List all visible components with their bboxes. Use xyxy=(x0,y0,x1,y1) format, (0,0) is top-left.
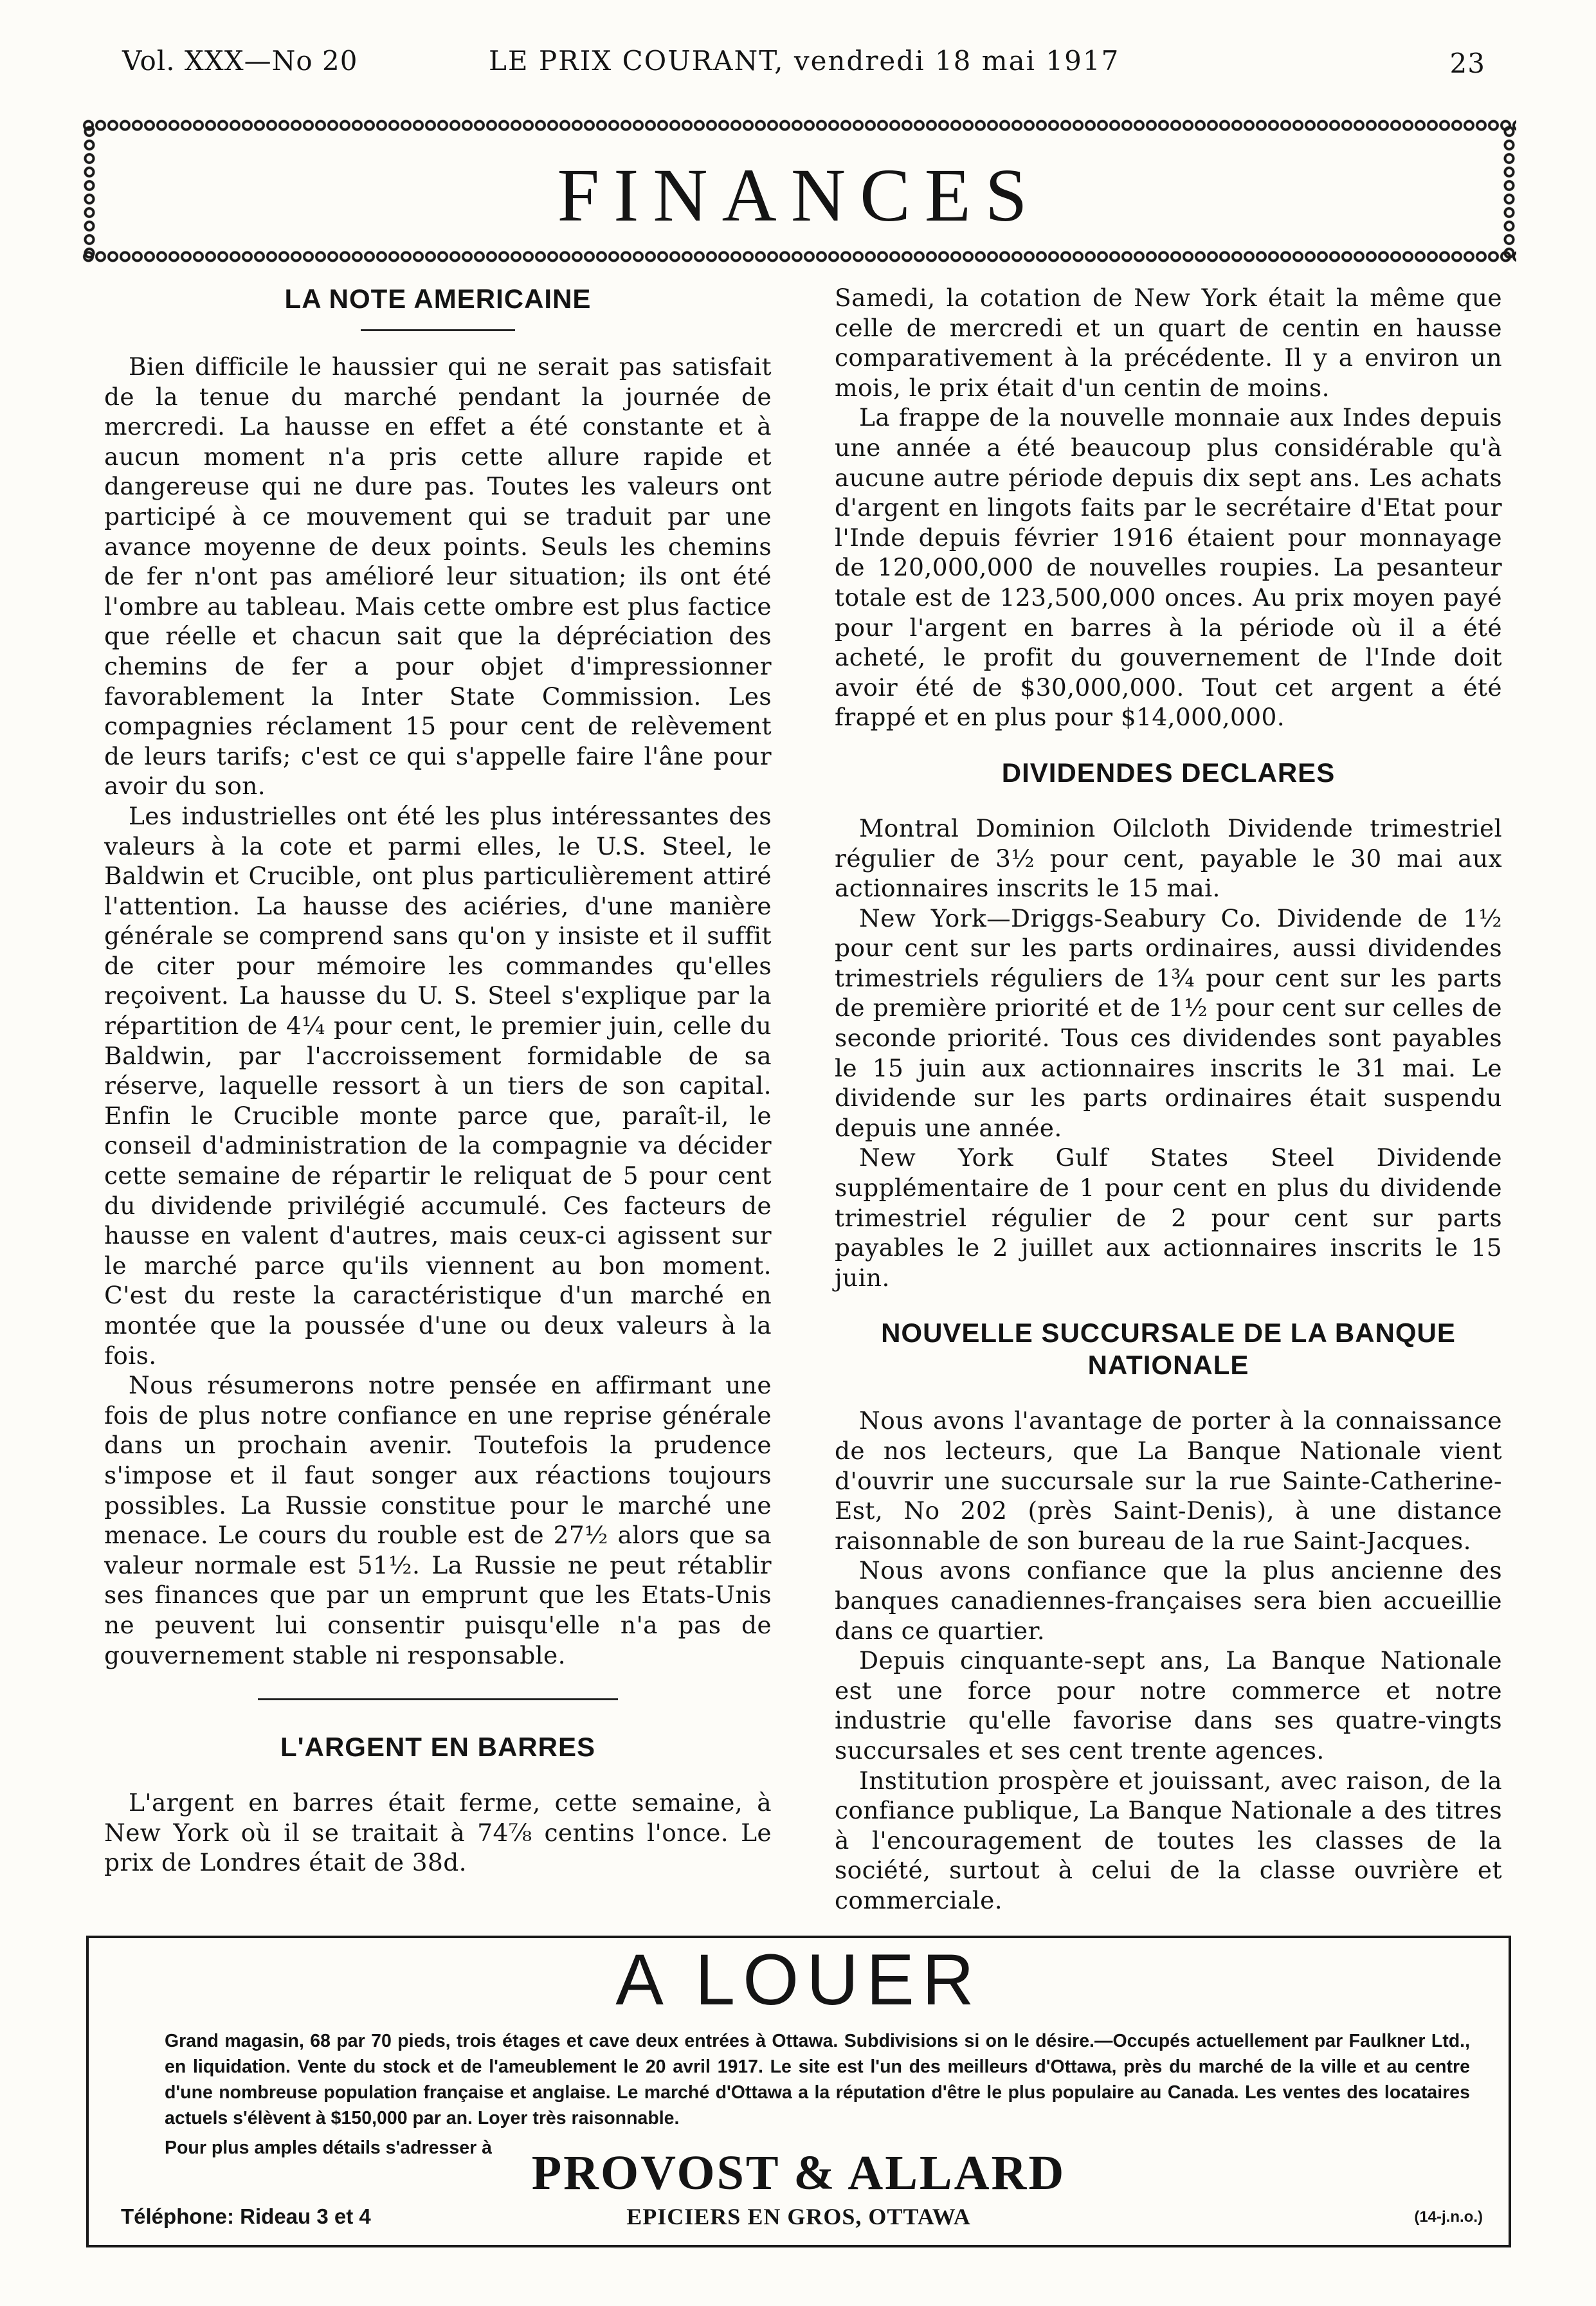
ad-subtitle: EPICIERS EN GROS, OTTAWA xyxy=(626,2204,971,2229)
article-paragraph: L'argent en barres était ferme, cette semaine, à New York où il se traitait à 74⅞ centins l'once. Le prix de Londres était de 38d. xyxy=(104,1788,772,1877)
section-divider xyxy=(258,1698,618,1700)
article-argent-barres xyxy=(104,1731,772,1878)
article-paragraph: La frappe de la nouvelle monnaie aux Indes depuis une année a été beaucoup plus considérable qu'à aucune autre période depuis dix sept ans. Les achats d'argent en lingots faits par le secrétaire d'Etat pour l'Inde depuis février 1916 étaient pour monnayage de 120,000,000 de nouvelles roupies. La pesanteur totale est de 123,500,000 onces. Au prix moyen payé pour l'argent en barres à la période où il a été acheté, le profit du gouvernement de l'Inde doit avoir été de $30,000,000. Tout cet argent a été frappé et en plus pour $14,000,000. xyxy=(835,403,1502,732)
section-title: FINANCES xyxy=(557,153,1042,237)
article-paragraph: Samedi, la cotation de New York était la même que celle de mercredi et un quart de centin en hausse comparativement à la précédente. Il y a environ un mois, le prix était d'un centin de moins. xyxy=(835,284,1502,402)
article-title: NOUVELLE SUCCURSALE DE LA BANQUE NATIONALE xyxy=(881,1318,1456,1381)
advertisement-box xyxy=(86,1936,1511,2247)
page-number: 23 xyxy=(1449,48,1485,79)
volume-number: Vol. XXX—No 20 xyxy=(122,45,358,77)
article-argent-barres-continued xyxy=(835,283,1502,732)
ad-brand: PROVOST & ALLARD xyxy=(531,2146,1066,2200)
article-note-americaine xyxy=(104,283,772,1670)
ad-contact: Pour plus amples détails s'adresser à xyxy=(165,2138,492,2158)
right-column xyxy=(835,283,1502,1916)
article-paragraph: Les industrielles ont été les plus intéressantes des valeurs à la cote et parmi elles, le U.S. Steel, le Baldwin et Crucible, ont plus particulièrement attiré l'attention. La hausse des aciéries, d'une manière générale se comprend sans qu'on y insiste et il suffit de citer pour mémoire les commandes qu'elles reçoivent. La hausse du U. S. Steel s'explique par la répartition de 4¼ pour cent, le premier juin, celle du Baldwin, par l'accroissement formidable de sa réserve, laquelle ressort à un tiers de son capital. Enfin le Crucible monte parce que, paraît-il, le conseil d'administration de la compagnie va décider cette semaine de répartir le reliquat de 5 pour cent du dividende privilégié accumulé. Ces facteurs de hausse en valent d'autres, mais ceux-ci agissent sur le marché parce qu'ils viennent au bon moment. C'est du reste la caractéristique d'un marché en montée que la poussée d'une ou deux valeurs à la fois. xyxy=(104,801,772,1370)
running-head xyxy=(122,45,1485,84)
article-paragraph: Nous résumerons notre pensée en affirmant une fois de plus notre confiance en une reprise générale dans un prochain avenir. Toutefois la prudence s'impose et il faut songer aux réactions toujours possibles. La Russie constitue pour le marché une menace. Le cours du rouble est de 27½ alors que sa valeur normale est 51½. La Russie ne peut rétablir ses finances que par un emprunt que les Etats-Unis ne peuvent lui consentir puisqu'elle n'a pas de gouvernement stable ni responsable. xyxy=(104,1371,772,1669)
article-paragraph: Depuis cinquante-sept ans, La Banque Nationale est une force pour notre commerce et notre industrie qu'elle favorise dans ses quatre-vingts succursales et ses cent trente agences. xyxy=(835,1646,1502,1765)
title-rule xyxy=(361,329,515,331)
ad-description: Grand magasin, 68 par 70 pieds, trois étages et cave deux entrées à Ottawa. Subdivisions si on le désire.—Occupés actuellement par Faulkner Ltd., en liquidation. Vente du stock et de l'ameublement le 20 avril 1917. Le site est l'un des meilleurs d'Ottawa, près du marché de la ville et au centre d'une nombreuse population française et anglaise. Le marché d'Ottawa a la réputation d'être le plus populaire au Canada. Les ventes des locataires actuels s'élèvent à $150,000 par an. Loyer très raisonnable. xyxy=(165,2031,1470,2129)
article-title: DIVIDENDES DECLARES xyxy=(1001,757,1336,788)
article-dividendes xyxy=(835,757,1502,1293)
dotted-border-bottom xyxy=(82,250,1516,264)
masthead-date: LE PRIX COURANT, vendredi 18 mai 1917 xyxy=(489,45,1120,77)
ad-title: A LOUER xyxy=(615,1939,982,2020)
ad-phone: Téléphone: Rideau 3 et 4 xyxy=(121,2204,371,2228)
article-paragraph: New York Gulf States Steel Dividende supplémentaire de 1 pour cent en plus du dividende trimestriel régulier de 2 pour cent sur parts payables le 2 juillet aux actionnaires inscrits le 15 juin. xyxy=(835,1143,1502,1292)
ad-body xyxy=(165,2028,1470,2161)
article-paragraph: Nous avons l'avantage de porter à la connaissance de nos lecteurs, que La Banque Nationale vient d'ouvrir une succursale sur la rue Sainte-Catherine-Est, No 202 (près Saint-Denis), à une distance raisonnable de son bureau de la rue Saint-Jacques. xyxy=(835,1406,1502,1555)
article-title: LA NOTE AMERICAINE xyxy=(284,284,592,314)
article-paragraph: New York—Driggs-Seabury Co. Dividende de 1½ pour cent sur les parts ordinaires, aussi dividendes trimestriels réguliers de 1¾ pour cent sur les parts de première priorité et de 1½ pour cent sur celles de seconde priorité. Tous ces dividendes sont payables le 15 juin aux actionnaires inscrits le 31 mai. Le dividende sur les parts ordinaires était suspendu depuis une année. xyxy=(835,903,1502,1142)
article-paragraph: Bien difficile le haussier qui ne serait pas satisfait de la tenue du marché pendant la journée de mercredi. La hausse en effet a été constante et à aucun moment n'a pris cette allure rapide et dangereuse qui ne dure pas. Toutes les valeurs ont participé à ce mouvement qui se traduit par une avance moyenne de deux points. Seuls les chemins de fer n'ont pas amélioré leur situation; ils ont été l'ombre au tableau. Mais cette ombre est plus factice que réelle et chacun sait que la dépréciation des chemins de fer a pour objet d'impressionner favorablement la Inter State Commission. Les compagnies réclament 15 pour cent de relèvement de leurs tarifs; c'est ce qui s'appelle faire l'âne pour avoir du son. xyxy=(104,352,772,801)
article-paragraph: Montral Dominion Oilcloth Dividende trimestriel régulier de 3½ pour cent, payable le 30 mai aux actionnaires inscrits le 15 mai. xyxy=(835,813,1502,903)
ad-reference: (14-j.n.o.) xyxy=(1414,2208,1483,2226)
section-banner xyxy=(82,118,1516,264)
left-column xyxy=(104,283,772,1878)
article-title: L'ARGENT EN BARRES xyxy=(280,1732,595,1763)
article-paragraph: Nous avons confiance que la plus ancienne des banques canadiennes-françaises sera bien accueillie dans ce quartier. xyxy=(835,1556,1502,1645)
article-paragraph: Institution prospère et jouissant, avec raison, de la confiance publique, La Banque Nationale a des titres à l'encouragement de toutes les classes de la société, surtout à celui de la classe ouvrière et commerciale. xyxy=(835,1766,1502,1914)
article-succursale xyxy=(835,1317,1502,1915)
dotted-border-top xyxy=(82,118,1516,132)
